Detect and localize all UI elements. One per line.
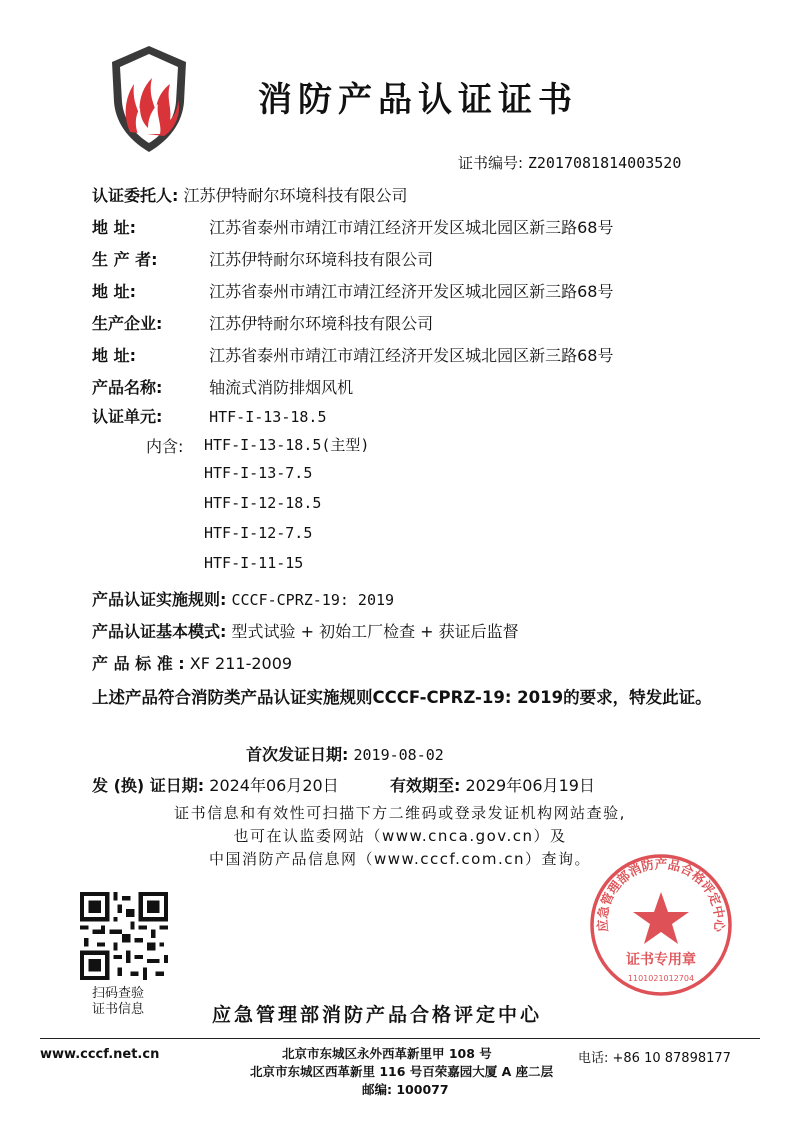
rule-standard xyxy=(92,651,292,674)
contents-item: HTF-I-12-18.5 xyxy=(204,494,322,512)
rule-value: XF 211-2009 xyxy=(189,654,293,673)
contents-item: HTF-I-13-7.5 xyxy=(204,464,313,482)
field-label: 地 址: xyxy=(92,282,136,301)
field-value: 轴流式消防排烟风机 xyxy=(209,378,354,397)
field-value: 江苏省泰州市靖江市靖江经济开发区城北园区新三路68号 xyxy=(209,218,614,237)
field-certification-unit xyxy=(92,404,327,427)
notice-line: 证书信息和有效性可扫描下方二维码或登录发证机构网站查验, xyxy=(174,804,626,822)
qr-caption-line: 证书信息 xyxy=(92,1002,145,1017)
contents-label: 内含: xyxy=(146,437,184,456)
qr-code[interactable] xyxy=(80,892,168,980)
field-address xyxy=(92,215,613,238)
issue-value: 2024年06月20日 xyxy=(209,776,339,795)
footer-website[interactable]: www.cccf.net.cn xyxy=(40,1047,160,1062)
field-product-name xyxy=(92,375,353,398)
footer-address-line1: 北京市东城区永外西革新里甲 108 号 xyxy=(282,1046,492,1061)
rule-label: 产品认证实施规则: xyxy=(92,590,227,609)
field-address xyxy=(92,343,613,366)
footer-postcode: 邮编: 100077 xyxy=(362,1082,449,1097)
field-value: 江苏伊特耐尔环境科技有限公司 xyxy=(209,314,434,333)
field-value: 江苏伊特耐尔环境科技有限公司 xyxy=(209,250,434,269)
first-issue-label: 首次发证日期: xyxy=(246,745,349,764)
contents-item: HTF-I-13-18.5(主型) xyxy=(204,436,370,454)
seal-center-text: 证书专用章 xyxy=(626,952,696,968)
seal-ring-text: 应急管理部消防产品合格评定中心 xyxy=(594,856,728,933)
issue-date xyxy=(92,773,339,796)
field-production-enterprise xyxy=(92,311,433,334)
first-issue-date xyxy=(246,742,444,765)
field-entrusting-party xyxy=(92,183,408,206)
rule-value: CCCF-CPRZ-19: 2019 xyxy=(231,591,395,609)
field-label: 生 产 者: xyxy=(92,250,158,269)
field-label: 认证单元: xyxy=(92,407,163,426)
field-label: 认证委托人: xyxy=(92,186,179,205)
field-value: 江苏伊特耐尔环境科技有限公司 xyxy=(183,186,408,205)
notice-line: 也可在认监委网站（www.cnca.gov.cn）及 xyxy=(233,827,567,845)
footer-divider xyxy=(40,1038,760,1039)
rule-label: 产品认证基本模式: xyxy=(92,622,227,641)
valid-until xyxy=(390,773,595,796)
valid-label: 有效期至: xyxy=(390,776,461,795)
field-value: 江苏省泰州市靖江市靖江经济开发区城北园区新三路68号 xyxy=(209,346,614,365)
field-value: HTF-I-13-18.5 xyxy=(209,408,327,426)
fire-shield-logo xyxy=(108,44,190,154)
certificate-number xyxy=(458,152,681,173)
rule-implementation xyxy=(92,587,394,610)
qr-caption-line: 扫码查验 xyxy=(92,986,145,1001)
field-value: 江苏省泰州市靖江市靖江经济开发区城北园区新三路68号 xyxy=(209,282,614,301)
seal-number: 1101021012704 xyxy=(627,974,695,983)
field-label: 生产企业: xyxy=(92,314,163,333)
issue-label: 发 (换) 证日期: xyxy=(92,776,205,795)
compliance-statement: 上述产品符合消防类产品认证实施规则CCCF-CPRZ-19: 2019的要求，特发此证。 xyxy=(92,688,712,707)
contents-item: HTF-I-12-7.5 xyxy=(204,524,313,542)
certificate-number-label: 证书编号: xyxy=(458,154,524,172)
qr-caption xyxy=(92,986,144,1018)
field-label: 地 址: xyxy=(92,346,136,365)
certificate-number-value: Z2017081814003520 xyxy=(527,154,682,172)
official-seal-stamp xyxy=(588,852,734,998)
rule-value: 型式试验 + 初始工厂检查 + 获证后监督 xyxy=(231,622,519,641)
first-issue-value: 2019-08-02 xyxy=(353,746,444,764)
field-manufacturer xyxy=(92,247,433,270)
issuing-authority: 应急管理部消防产品合格评定中心 xyxy=(212,1004,543,1026)
field-address xyxy=(92,279,613,302)
contents-item: HTF-I-11-15 xyxy=(204,554,304,572)
field-label: 地 址: xyxy=(92,218,136,237)
valid-value: 2029年06月19日 xyxy=(465,776,595,795)
footer-phone: 电话: +86 10 87898177 xyxy=(578,1051,731,1066)
field-label: 产品名称: xyxy=(92,378,163,397)
certificate-title: 消防产品认证证书 xyxy=(258,80,578,120)
rule-label: 产 品 标 准 : xyxy=(92,654,185,673)
notice-line: 中国消防产品信息网（www.cccf.com.cn）查询。 xyxy=(209,850,591,868)
rule-basic-mode xyxy=(92,619,519,642)
footer-address-line2: 北京市东城区西革新里 116 号百荣嘉园大厦 A 座二层 xyxy=(250,1064,554,1079)
